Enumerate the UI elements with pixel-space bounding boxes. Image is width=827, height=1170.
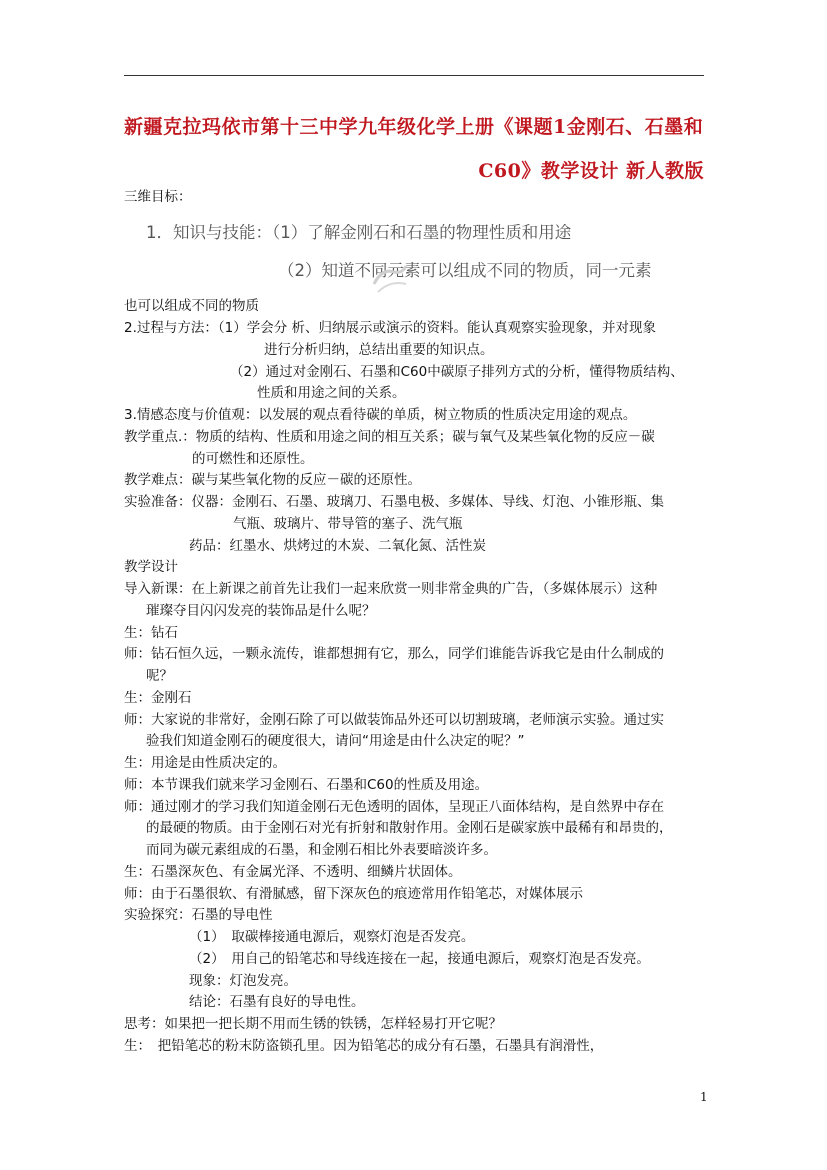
body-line: 师：通过刚才的学习我们知道金刚石无色透明的固体，呈现正八面体结构，是自然界中存在 bbox=[124, 799, 664, 815]
document-title-line-1: 新疆克拉玛依市第十三中学九年级化学上册《课题1金刚石、石墨和 bbox=[124, 116, 704, 138]
body-line: 导入新课：在上新课之前首先让我们一起来欣赏一则非常金典的广告，（多媒体展示）这种 bbox=[124, 581, 658, 597]
objectives-heading: 三维目标： bbox=[124, 189, 192, 205]
body-line: 2.过程与方法：（1）学会分 析、归纳展示或演示的资料。能认真观察实验现象，并对现象 bbox=[124, 320, 657, 336]
body-line: 教学难点：碳与某些氧化物的反应－碳的还原性。 bbox=[124, 472, 421, 488]
body-line: 实验准备：仪器：金刚石、石墨、玻璃刀、石墨电极、多媒体、导线、灯泡、小锥形瓶、集 bbox=[124, 494, 664, 510]
body-line: （2）通过对金刚石、石墨和C60中碳原子排列方式的分析，懂得物质结构、 bbox=[230, 364, 684, 380]
body-line: 思考：如果把一把长期不用而生锈的铁锈，怎样轻易打开它呢？ bbox=[124, 1016, 502, 1032]
body-line: 生：石墨深灰色、有金属光泽、不透明、细鳞片状固体。 bbox=[124, 864, 462, 880]
body-line: 也可以组成不同的物质 bbox=[124, 298, 259, 314]
body-line: 师：由于石墨很软、有滑腻感，留下深灰色的痕迹常用作铅笔芯，对媒体展示 bbox=[124, 886, 583, 902]
scanned-text-line-2: （2）知道不同元素可以组成不同的物质，同一元素 bbox=[278, 261, 652, 280]
header-rule bbox=[124, 75, 704, 76]
body-line: 3.情感态度与价值观：以发展的观点看待碳的单质，树立物质的性质决定用途的观点。 bbox=[124, 407, 637, 423]
watermark-logo bbox=[372, 262, 410, 296]
scanned-text-line-1: 1．知识与技能：（1）了解金刚石和石墨的物理性质和用途 bbox=[146, 223, 572, 242]
body-line: 呢？ bbox=[146, 668, 173, 684]
page-number: 1 bbox=[700, 1090, 708, 1104]
body-line: 性质和用途之间的关系。 bbox=[257, 385, 406, 401]
document-title-line-2: C60》教学设计 新人教版 bbox=[478, 160, 704, 182]
body-line: 教学重点.：物质的结构、性质和用途之间的相互关系；碳与氧气及某些氧化物的反应－碳 bbox=[124, 429, 655, 445]
body-line: 教学设计 bbox=[124, 559, 178, 575]
body-line: 生： 把铅笔芯的粉末防盗锁孔里。因为铅笔芯的成分有石墨，石墨具有润滑性， bbox=[124, 1038, 604, 1054]
body-line: 生：用途是由性质决定的。 bbox=[124, 755, 286, 771]
body-line: 进行分析归纳，总结出重要的知识点。 bbox=[264, 342, 494, 358]
body-line: 师：钻石恒久远，一颗永流传，谁都想拥有它，那么，同学们谁能告诉我它是由什么制成的 bbox=[124, 646, 664, 662]
body-line: （1） 取碳棒接通电源后，观察灯泡是否发亮。 bbox=[189, 929, 475, 945]
body-line: （2） 用自己的铅笔芯和导线连接在一起，接通电源后，观察灯泡是否发亮。 bbox=[189, 951, 650, 967]
body-line: 现象：灯泡发亮。 bbox=[189, 973, 297, 989]
body-line: 生：钻石 bbox=[124, 625, 178, 641]
body-line: 生：金刚石 bbox=[124, 690, 192, 706]
body-line: 验我们知道金刚石的硬度很大，请问“用途是由什么决定的呢？” bbox=[146, 733, 525, 749]
body-line: 而同为碳元素组成的石墨，和金刚石相比外表要暗淡许多。 bbox=[146, 842, 497, 858]
body-line: 气瓶、玻璃片、带导管的塞子、洗气瓶 bbox=[233, 516, 463, 532]
body-line: 璀璨夺目闪闪发亮的装饰品是什么呢？ bbox=[146, 603, 376, 619]
body-line: 的可燃性和还原性。 bbox=[192, 451, 314, 467]
body-line: 药品：红墨水、烘烤过的木炭、二氧化氮、活性炭 bbox=[189, 538, 486, 554]
body-line: 的最硬的物质。由于金刚石对光有折射和散射作用。金刚石是碳家族中最稀有和昂贵的， bbox=[146, 820, 673, 836]
body-line: 师：本节课我们就来学习金刚石、石墨和C60的性质及用途。 bbox=[124, 777, 489, 793]
body-line: 师：大家说的非常好，金刚石除了可以做装饰品外还可以切割玻璃，老师演示实验。通过实 bbox=[124, 712, 664, 728]
body-line: 结论：石墨有良好的导电性。 bbox=[189, 994, 365, 1010]
body-line: 实验探究：石墨的导电性 bbox=[124, 907, 273, 923]
